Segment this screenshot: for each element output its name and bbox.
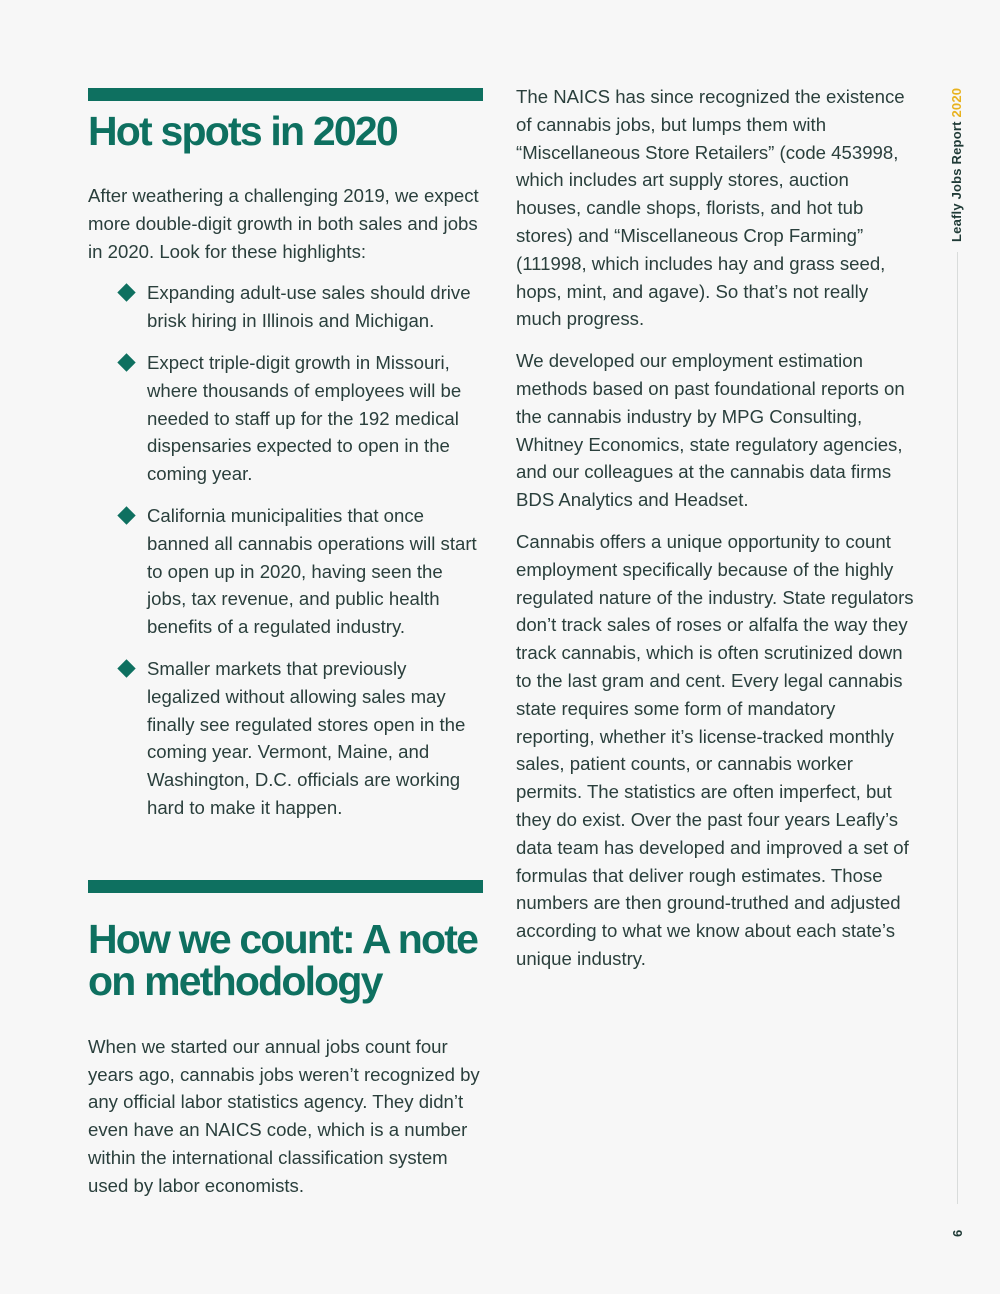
list-item <box>88 349 483 488</box>
report-title <box>949 88 964 242</box>
methodology-paragraph: We developed our employment estimation methods based on past foundational reports on the cannabis industry by MPG Consulting, Whitney Economics, state regulatory agencies, and our colleagues at the cannabis data firms BDS Analytics and Headset. <box>516 350 905 511</box>
list-item-text: Expanding adult-use sales should drive brisk hiring in Illinois and Michigan. <box>147 282 471 332</box>
highlights-list <box>88 279 483 821</box>
methodology-paragraph: Cannabis offers a unique opportunity to count employment specifically because of the highly regulated nature of the industry. State regulators don’t track sales of roses or alfalfa the way they track cannabis, which is often scrutinized down to the last gram and cent. Every legal cannabis state requires some form of mandatory reporting, whether it’s license-tracked monthly sales, patient counts, or cannabis worker permits. The statistics are often imperfect, but they do exist. Over the past four years Leafly’s data team has developed and improved a set of formulas that deliver rough estimates. Those numbers are then ground-truthed and adjusted according to what we know about each state’s unique industry. <box>516 530 914 969</box>
report-year: 2020 <box>949 87 964 118</box>
section-rule <box>88 880 483 893</box>
margin-divider <box>957 252 958 1204</box>
list-item-text: California municipalities that once banned all cannabis operations will start to open up in 2020, having seen the jobs, tax revenue, and public health benefits of a regulated industry. <box>147 504 477 638</box>
methodology-paragraph: The NAICS has since recognized the existence of cannabis jobs, but lumps them with “Miscellaneous Store Retailers” (code 453998, which includes art supply stores, auction houses, candle shops, florists, and hot tub stores) and “Miscellaneous Crop Farming” (111998, which includes hay and grass seed, hops, mint, and agave). So that’s not really much progress. <box>516 86 905 330</box>
page-number: 6 <box>950 1229 965 1237</box>
left-column <box>88 88 483 1200</box>
methodology-heading: How we count: A note on methodology <box>88 915 478 1004</box>
list-item-text: Expect triple-digit growth in Missouri, where thousands of employees will be needed to staff up for the 192 medical dispensaries expected to open in the coming year. <box>147 351 462 485</box>
diamond-bullet-icon <box>117 506 135 524</box>
methodology-paragraph: When we started our annual jobs count four years ago, cannabis jobs weren’t recognized by any official labor statistics agency. They didn’t even have an NAICS code, which is a number within the international classification system used by labor economists. <box>88 1035 480 1196</box>
diamond-bullet-icon <box>117 659 135 677</box>
hot-spots-heading: Hot spots in 2020 <box>88 108 397 154</box>
list-item <box>88 502 483 641</box>
section-rule <box>88 88 483 101</box>
list-item-text: Smaller markets that previously legalized without allowing sales may finally see regulated stores open in the coming year. Vermont, Maine, and Washington, D.C. officials are working hard to make it happen. <box>147 657 466 818</box>
right-column <box>516 83 916 987</box>
list-item <box>88 279 483 335</box>
report-title-text: Leafly Jobs Report <box>949 121 964 242</box>
diamond-bullet-icon <box>117 353 135 371</box>
hot-spots-intro: After weathering a challenging 2019, we expect more double-digit growth in both sales and jobs in 2020. Look for these highlights: <box>88 185 479 262</box>
list-item <box>88 655 483 822</box>
diamond-bullet-icon <box>117 284 135 302</box>
